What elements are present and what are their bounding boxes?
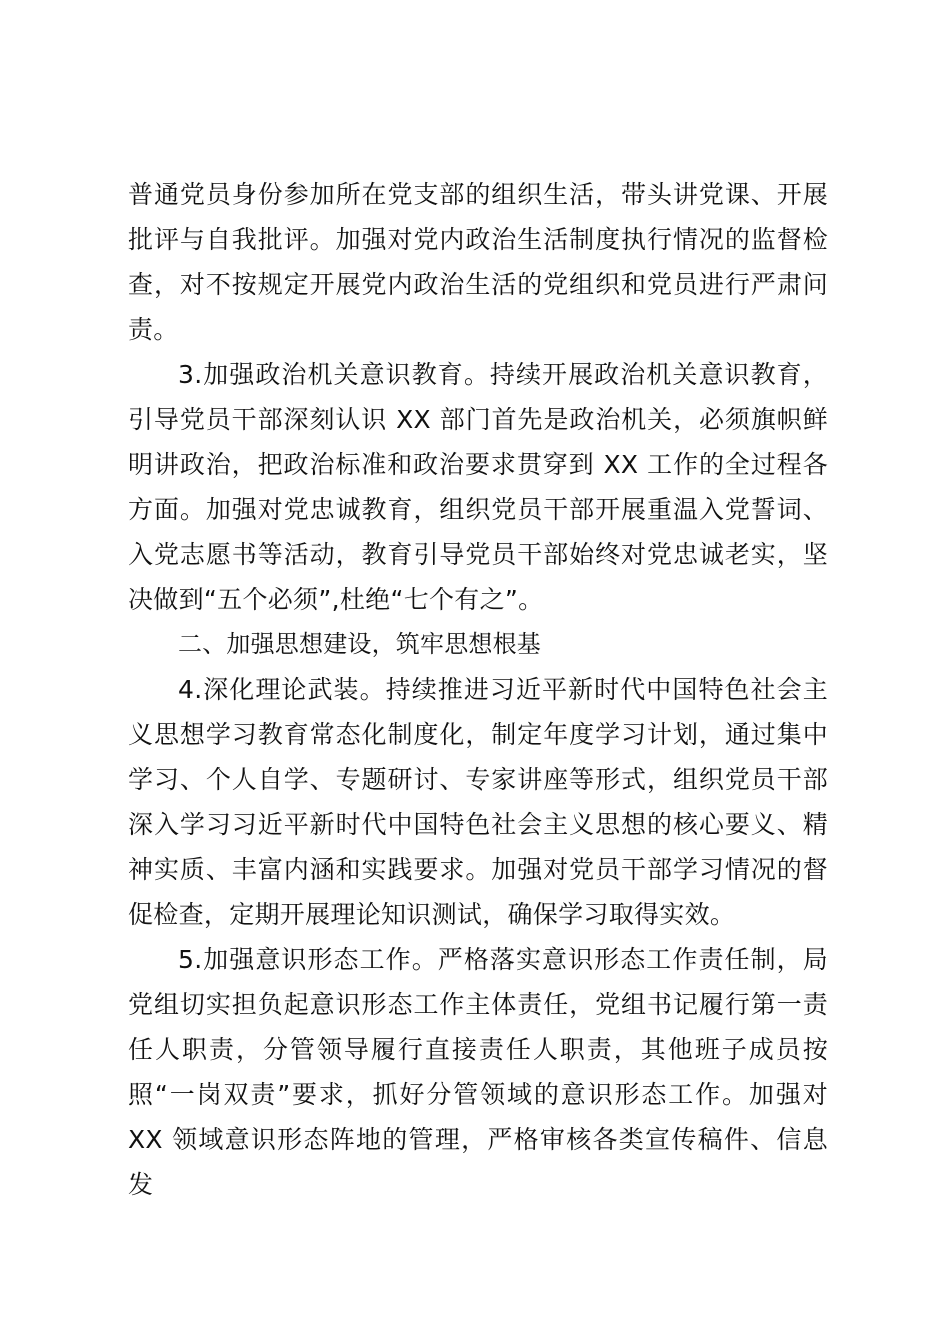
paragraph-item-4: 4.深化理论武装。持续推进习近平新时代中国特色社会主义思想学习教育常态化制度化，制定年度学习计划，通过集中学习、个人自学、专题研讨、专家讲座等形式，组织党员干部深入学习习近平新时代中国特色社会主义思想的核心要义、精神实质、丰富内涵和实践要求。加强对党员干部学习情况的督促检查，定期开展理论知识测试，确保学习取得实效。 bbox=[128, 675, 828, 929]
document-page bbox=[128, 172, 828, 1207]
paragraph-item-3: 3.加强政治机关意识教育。持续开展政治机关意识教育，引导党员干部深刻认识 XX 部门首先是政治机关，必须旗帜鲜明讲政治，把政治标准和政治要求贯穿到 XX 工作的全过程各方面。加强对党忠诚教育，组织党员干部开展重温入党誓词、入党志愿书等活动，教育引导党员干部始终对党忠诚老实，坚决做到“五个必须”,杜绝“七个有之”。 bbox=[128, 360, 828, 614]
section-heading-2: 二、加强思想建设，筑牢思想根基 bbox=[178, 630, 541, 658]
paragraph-item-5: 5.加强意识形态工作。严格落实意识形态工作责任制，局党组切实担负起意识形态工作主体责任，党组书记履行第一责任人职责，分管领导履行直接责任人职责，其他班子成员按照“一岗双责”要求，抓好分管领域的意识形态工作。加强对 XX 领域意识形态阵地的管理，严格审核各类宣传稿件、信息发 bbox=[128, 945, 828, 1199]
paragraph-continuation: 普通党员身份参加所在党支部的组织生活，带头讲党课、开展批评与自我批评。加强对党内政治生活制度执行情况的监督检查，对不按规定开展党内政治生活的党组织和党员进行严肃问责。 bbox=[128, 180, 828, 344]
